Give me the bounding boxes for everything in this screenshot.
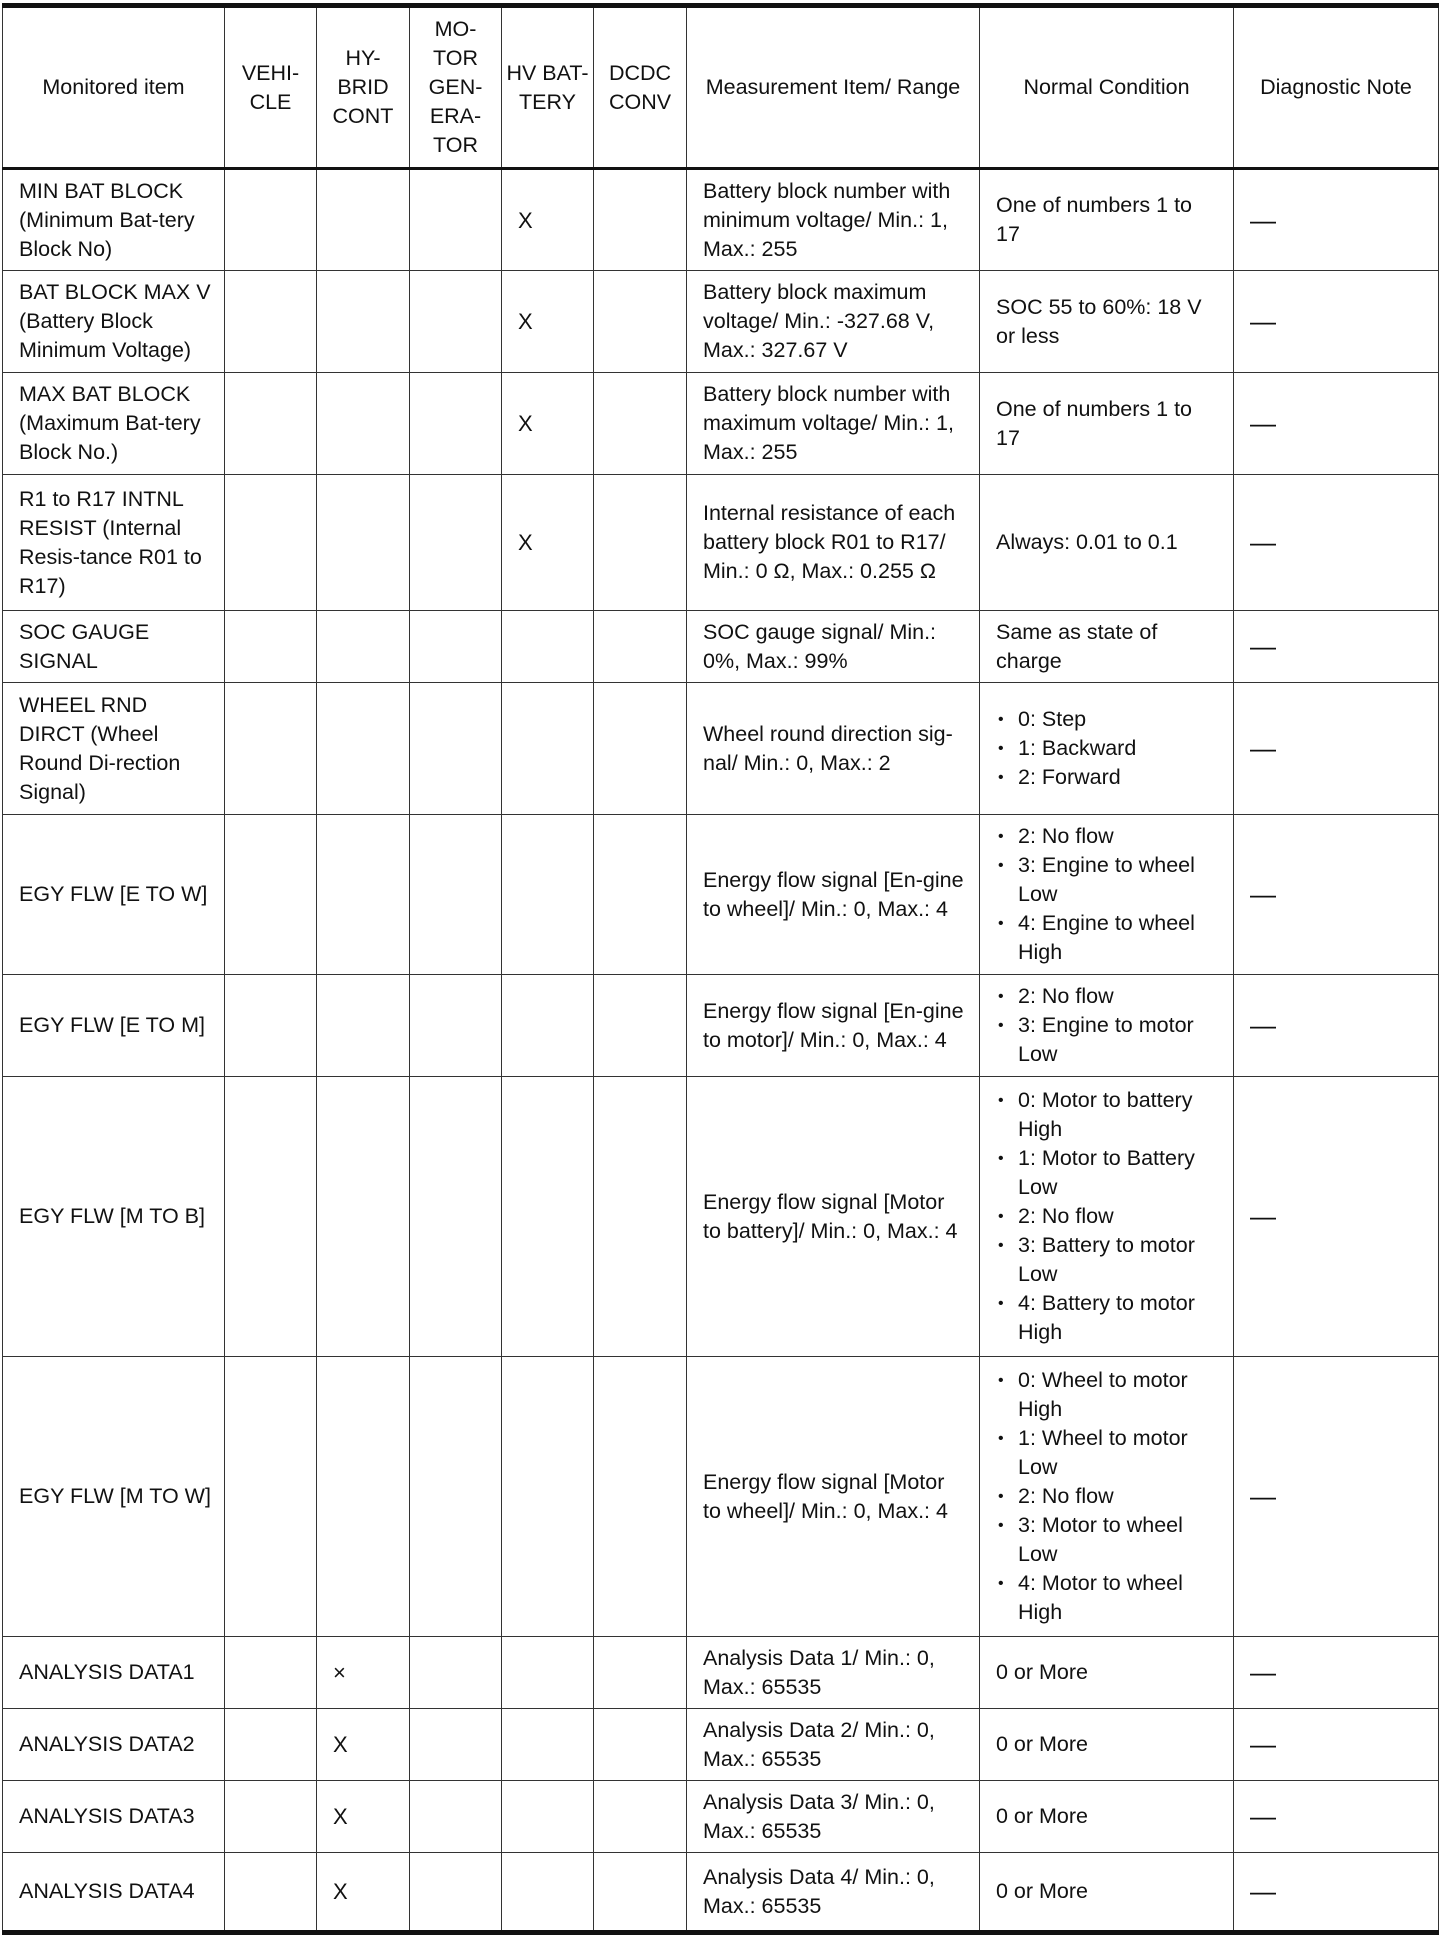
motor-generator-mark-cell: [410, 1853, 502, 1933]
list-item: • 3: Engine to motor Low: [996, 1011, 1221, 1069]
hv-battery-mark-cell: [502, 1357, 594, 1637]
table-body: [3, 169, 1439, 1933]
diagnostic-note-cell: —: [1234, 373, 1439, 475]
hv-battery-mark-cell: X: [502, 271, 594, 373]
measurement-range-cell: Energy flow signal [Motor to wheel]/ Min.: 0, Max.: 4: [687, 1357, 980, 1637]
diagnostic-note-cell: —: [1234, 1709, 1439, 1781]
hybrid-cont-mark-cell: [317, 1357, 410, 1637]
normal-condition-cell: [980, 271, 1234, 373]
hybrid-cont-mark-cell: [317, 975, 410, 1077]
measurement-range-cell: Wheel round direction sig-nal/ Min.: 0, Max.: 2: [687, 683, 980, 815]
hv-battery-mark-cell: X: [502, 475, 594, 611]
table-row: [3, 1781, 1439, 1853]
dcdc-conv-mark-cell: [594, 975, 687, 1077]
list-item: • 2: No flow: [996, 1482, 1221, 1511]
dcdc-conv-mark-cell: [594, 1357, 687, 1637]
motor-generator-mark-cell: [410, 1077, 502, 1357]
measurement-range-cell: Internal resistance of each battery block R01 to R17/ Min.: 0 Ω, Max.: 0.255 Ω: [687, 475, 980, 611]
monitor-spec-table: [2, 3, 1439, 1935]
motor-generator-mark-cell: [410, 1709, 502, 1781]
header-hybrid-cont: HY-BRID CONT: [317, 6, 410, 169]
hv-battery-mark-cell: [502, 975, 594, 1077]
measurement-range-cell: Battery block number with maximum voltage/ Min.: 1, Max.: 255: [687, 373, 980, 475]
dcdc-conv-mark-cell: [594, 475, 687, 611]
motor-generator-mark-cell: [410, 815, 502, 975]
vehicle-mark-cell: [225, 475, 317, 611]
diagnostic-note-cell: —: [1234, 1637, 1439, 1709]
table-row: [3, 1709, 1439, 1781]
monitored-item-cell: ANALYSIS DATA1: [3, 1637, 225, 1709]
monitored-item-cell: EGY FLW [E TO M]: [3, 975, 225, 1077]
diagnostic-note-cell: —: [1234, 271, 1439, 373]
hybrid-cont-mark-cell: [317, 815, 410, 975]
diagnostic-note-cell: —: [1234, 1357, 1439, 1637]
measurement-range-cell: Analysis Data 1/ Min.: 0, Max.: 65535: [687, 1637, 980, 1709]
normal-condition-text: SOC 55 to 60%: 18 V or less: [996, 294, 1202, 348]
monitored-item-cell: ANALYSIS DATA3: [3, 1781, 225, 1853]
table-row: [3, 975, 1439, 1077]
list-item: • 2: No flow: [996, 822, 1221, 851]
monitored-item-cell: MAX BAT BLOCK (Maximum Bat-tery Block No.): [3, 373, 225, 475]
table-row: [3, 373, 1439, 475]
list-item: • 3: Engine to wheel Low: [996, 851, 1221, 909]
hybrid-cont-mark-cell: X: [317, 1709, 410, 1781]
normal-condition-list: [996, 1086, 1221, 1347]
measurement-range-cell: Analysis Data 4/ Min.: 0, Max.: 65535: [687, 1853, 980, 1933]
vehicle-mark-cell: [225, 975, 317, 1077]
motor-generator-mark-cell: [410, 1781, 502, 1853]
dcdc-conv-mark-cell: [594, 1077, 687, 1357]
hybrid-cont-mark-cell: ×: [317, 1637, 410, 1709]
diagnostic-note-cell: —: [1234, 611, 1439, 683]
normal-condition-list: [996, 705, 1221, 792]
monitored-item-cell: ANALYSIS DATA2: [3, 1709, 225, 1781]
diagnostic-note-cell: —: [1234, 169, 1439, 271]
hv-battery-mark-cell: [502, 611, 594, 683]
measurement-range-cell: Battery block number with minimum voltage/ Min.: 1, Max.: 255: [687, 169, 980, 271]
normal-condition-list: [996, 1366, 1221, 1627]
list-item: • 2: No flow: [996, 1202, 1221, 1231]
list-item: • 0: Motor to battery High: [996, 1086, 1221, 1144]
dcdc-conv-mark-cell: [594, 1637, 687, 1709]
vehicle-mark-cell: [225, 271, 317, 373]
header-monitored-item: Monitored item: [3, 6, 225, 169]
normal-condition-cell: [980, 611, 1234, 683]
header-motor-generator: MO-TOR GEN-ERA-TOR: [410, 6, 502, 169]
dcdc-conv-mark-cell: [594, 611, 687, 683]
measurement-range-cell: Analysis Data 2/ Min.: 0, Max.: 65535: [687, 1709, 980, 1781]
normal-condition-cell: [980, 1077, 1234, 1357]
normal-condition-text: Same as state of charge: [996, 619, 1158, 673]
hybrid-cont-mark-cell: [317, 271, 410, 373]
dcdc-conv-mark-cell: [594, 1853, 687, 1933]
table-row: [3, 1637, 1439, 1709]
hybrid-cont-mark-cell: [317, 683, 410, 815]
normal-condition-cell: [980, 1781, 1234, 1853]
hybrid-cont-mark-cell: [317, 169, 410, 271]
measurement-range-cell: Battery block maximum voltage/ Min.: -327.68 V, Max.: 327.67 V: [687, 271, 980, 373]
normal-condition-cell: [980, 169, 1234, 271]
hv-battery-mark-cell: [502, 1709, 594, 1781]
monitored-item-cell: EGY FLW [E TO W]: [3, 815, 225, 975]
normal-condition-text: 0 or More: [996, 1879, 1089, 1903]
list-item: • 1: Backward: [996, 734, 1221, 763]
list-item: • 1: Motor to Battery Low: [996, 1144, 1221, 1202]
vehicle-mark-cell: [225, 1637, 317, 1709]
table-header-row: [3, 6, 1439, 169]
table-row: [3, 815, 1439, 975]
motor-generator-mark-cell: [410, 169, 502, 271]
diagnostic-note-cell: —: [1234, 1077, 1439, 1357]
dcdc-conv-mark-cell: [594, 815, 687, 975]
table-row: [3, 169, 1439, 271]
list-item: • 2: Forward: [996, 763, 1221, 792]
measurement-range-cell: SOC gauge signal/ Min.: 0%, Max.: 99%: [687, 611, 980, 683]
table-row: [3, 1853, 1439, 1933]
dcdc-conv-mark-cell: [594, 1781, 687, 1853]
diagnostic-note-cell: —: [1234, 1853, 1439, 1933]
diagnostic-note-cell: —: [1234, 1781, 1439, 1853]
vehicle-mark-cell: [225, 815, 317, 975]
motor-generator-mark-cell: [410, 475, 502, 611]
header-diagnostic-note: Diagnostic Note: [1234, 6, 1439, 169]
dcdc-conv-mark-cell: [594, 169, 687, 271]
normal-condition-cell: [980, 475, 1234, 611]
motor-generator-mark-cell: [410, 1357, 502, 1637]
table-row: [3, 1077, 1439, 1357]
list-item: • 4: Battery to motor High: [996, 1289, 1221, 1347]
hybrid-cont-mark-cell: [317, 611, 410, 683]
header-hv-battery: HV BAT-TERY: [502, 6, 594, 169]
list-item: • 3: Battery to motor Low: [996, 1231, 1221, 1289]
monitored-item-cell: EGY FLW [M TO W]: [3, 1357, 225, 1637]
list-item: • 4: Engine to wheel High: [996, 909, 1221, 967]
vehicle-mark-cell: [225, 683, 317, 815]
hv-battery-mark-cell: [502, 1781, 594, 1853]
vehicle-mark-cell: [225, 1781, 317, 1853]
table-row: [3, 683, 1439, 815]
normal-condition-text: One of numbers 1 to 17: [996, 193, 1192, 246]
hybrid-cont-mark-cell: [317, 1077, 410, 1357]
vehicle-mark-cell: [225, 1357, 317, 1637]
table-row: [3, 1357, 1439, 1637]
normal-condition-text: 0 or More: [996, 1732, 1089, 1756]
monitored-item-cell: BAT BLOCK MAX V (Battery Block Minimum Voltage): [3, 271, 225, 373]
hv-battery-mark-cell: X: [502, 373, 594, 475]
motor-generator-mark-cell: [410, 683, 502, 815]
measurement-range-cell: Analysis Data 3/ Min.: 0, Max.: 65535: [687, 1781, 980, 1853]
hv-battery-mark-cell: [502, 1077, 594, 1357]
normal-condition-list: [996, 982, 1221, 1069]
header-measurement-range: Measurement Item/ Range: [687, 6, 980, 169]
motor-generator-mark-cell: [410, 1637, 502, 1709]
header-normal-condition: Normal Condition: [980, 6, 1234, 169]
list-item: • 4: Motor to wheel High: [996, 1569, 1221, 1627]
motor-generator-mark-cell: [410, 975, 502, 1077]
monitored-item-cell: EGY FLW [M TO B]: [3, 1077, 225, 1357]
motor-generator-mark-cell: [410, 271, 502, 373]
diagnostic-note-cell: —: [1234, 683, 1439, 815]
normal-condition-text: 0 or More: [996, 1660, 1089, 1684]
hv-battery-mark-cell: [502, 815, 594, 975]
diagnostic-note-cell: —: [1234, 975, 1439, 1077]
dcdc-conv-mark-cell: [594, 1709, 687, 1781]
hv-battery-mark-cell: [502, 1637, 594, 1709]
dcdc-conv-mark-cell: [594, 683, 687, 815]
vehicle-mark-cell: [225, 1709, 317, 1781]
list-item: • 1: Wheel to motor Low: [996, 1424, 1221, 1482]
hybrid-cont-mark-cell: X: [317, 1853, 410, 1933]
monitored-item-cell: MIN BAT BLOCK (Minimum Bat-tery Block No): [3, 169, 225, 271]
hv-battery-mark-cell: [502, 1853, 594, 1933]
vehicle-mark-cell: [225, 611, 317, 683]
hybrid-cont-mark-cell: [317, 373, 410, 475]
measurement-range-cell: Energy flow signal [En-gine to wheel]/ Min.: 0, Max.: 4: [687, 815, 980, 975]
hv-battery-mark-cell: [502, 683, 594, 815]
dcdc-conv-mark-cell: [594, 271, 687, 373]
table-row: [3, 271, 1439, 373]
normal-condition-cell: [980, 1637, 1234, 1709]
hybrid-cont-mark-cell: X: [317, 1781, 410, 1853]
dcdc-conv-mark-cell: [594, 373, 687, 475]
monitored-item-cell: ANALYSIS DATA4: [3, 1853, 225, 1933]
monitored-item-cell: WHEEL RND DIRCT (Wheel Round Di-rection Signal): [3, 683, 225, 815]
monitored-item-cell: SOC GAUGE SIGNAL: [3, 611, 225, 683]
list-item: • 0: Wheel to motor High: [996, 1366, 1221, 1424]
measurement-range-cell: Energy flow signal [Motor to battery]/ Min.: 0, Max.: 4: [687, 1077, 980, 1357]
list-item: • 0: Step: [996, 705, 1221, 734]
motor-generator-mark-cell: [410, 373, 502, 475]
normal-condition-cell: [980, 1853, 1234, 1933]
normal-condition-text: 0 or More: [996, 1804, 1089, 1828]
hybrid-cont-mark-cell: [317, 475, 410, 611]
normal-condition-cell: [980, 373, 1234, 475]
normal-condition-list: [996, 822, 1221, 967]
list-item: • 3: Motor to wheel Low: [996, 1511, 1221, 1569]
motor-generator-mark-cell: [410, 611, 502, 683]
normal-condition-cell: [980, 1709, 1234, 1781]
normal-condition-text: One of numbers 1 to 17: [996, 396, 1192, 450]
vehicle-mark-cell: [225, 169, 317, 271]
list-item: • 2: No flow: [996, 982, 1221, 1011]
table-row: [3, 475, 1439, 611]
vehicle-mark-cell: [225, 1077, 317, 1357]
normal-condition-cell: [980, 1357, 1234, 1637]
monitored-item-cell: R1 to R17 INTNL RESIST (Internal Resis-tance R01 to R17): [3, 475, 225, 611]
normal-condition-cell: [980, 975, 1234, 1077]
header-vehicle: VEHI-CLE: [225, 6, 317, 169]
vehicle-mark-cell: [225, 373, 317, 475]
measurement-range-cell: Energy flow signal [En-gine to motor]/ Min.: 0, Max.: 4: [687, 975, 980, 1077]
hv-battery-mark-cell: X: [502, 169, 594, 271]
diagnostic-note-cell: —: [1234, 475, 1439, 611]
vehicle-mark-cell: [225, 1853, 317, 1933]
normal-condition-text: Always: 0.01 to 0.1: [996, 530, 1178, 554]
diagnostic-note-cell: —: [1234, 815, 1439, 975]
normal-condition-cell: [980, 815, 1234, 975]
normal-condition-cell: [980, 683, 1234, 815]
header-dcdc-conv: DCDC CONV: [594, 6, 687, 169]
table-row: [3, 611, 1439, 683]
